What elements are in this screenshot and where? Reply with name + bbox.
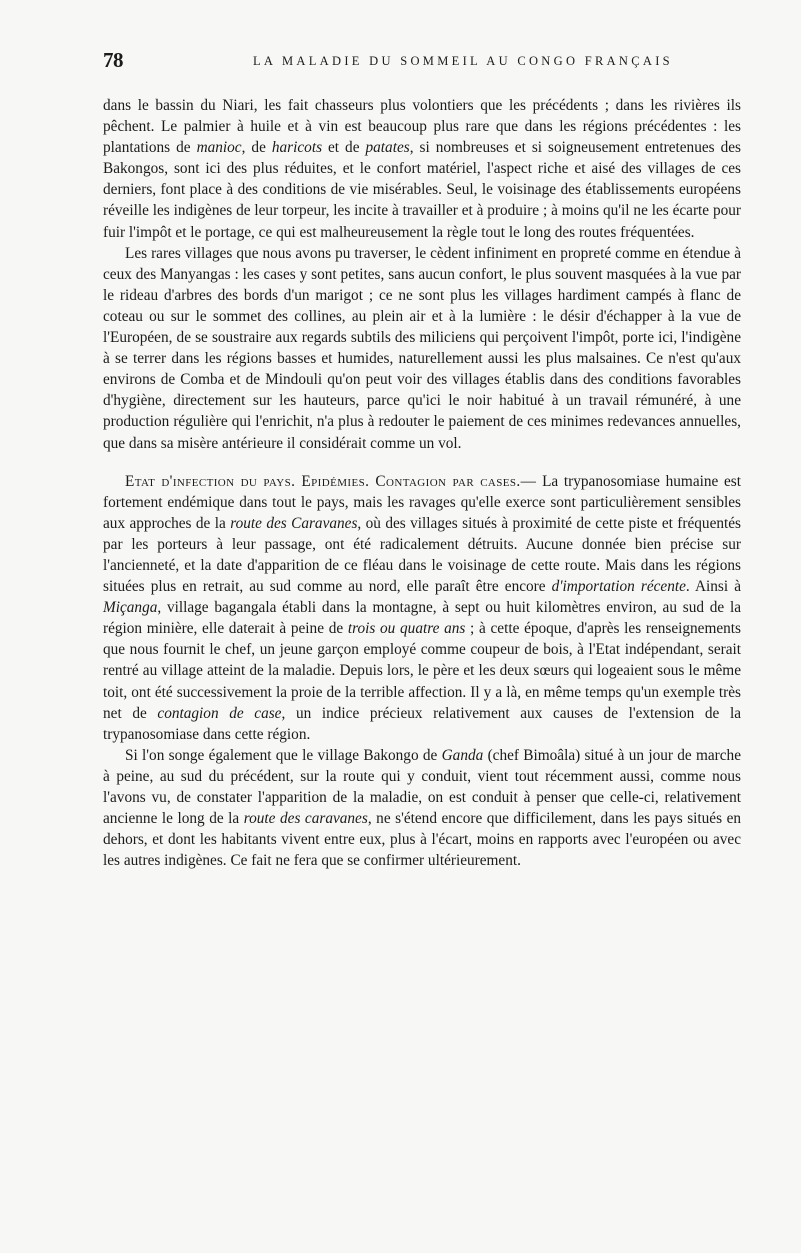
text-run: , ne s'étend encore que difficilement, dans les pays situés en dehors, et dont les habitants vivent entre eux, plus à l'écart, moins en rapports avec l'européen ou avec les autres indigènes. Ce fait ne fera que se confirmer ultérieurement. [103, 810, 742, 870]
paragraph-4 [103, 745, 741, 872]
text-run: dans le bassin du Niari, les fait chasseurs plus volontiers que les précédents ; dans les rivières ils pêchent. Le palmier à huile et à vin est beaucoup plus rare que dans les régions précédentes : les plantations de [103, 97, 741, 157]
paragraph-3 [103, 471, 741, 745]
body-text [103, 95, 741, 871]
text-run: . Ainsi à [685, 578, 741, 596]
text-run: La trypanosomiase humaine est fortement endémique dans tout le pays, mais les ravages qu'elle exerce sont particulièrement sensibles aux approches de la [103, 472, 741, 532]
italic-term: patates [365, 139, 410, 157]
text-run: , si nombreuses et si soigneusement entretenues des Bakongos, sont ici des plus réduites, et le confort matériel, l'aspect riche et aisé des villages de ces derniers, font place à des conditions de vie misérables. Seul, le voisinage des établissements européens réveille les indigènes de leur torpeur, les incite à travailler et à produire ; à moins qu'il ne les écarte pour fuir l'impôt et le portage, ce qui est malheureusement la règle tout le long des routes fréquentées. [103, 139, 741, 241]
italic-term: route des Caravanes [230, 514, 358, 532]
page-number: 78 [103, 48, 123, 72]
italic-term: d'importation récente [551, 578, 686, 596]
italic-term: contagion de case [157, 704, 282, 722]
text-run: , village bagangala établi dans la montagne, à sept ou huit kilomètres environ, au sud de la région minière, elle daterait à peine de [103, 599, 741, 638]
italic-term: Miçanga [103, 599, 158, 617]
text-run: , où des villages situés à proximité de cette piste et fréquentés par les porteurs à leur passage, ont été radicalement détruits. Aucune donnée bien précise sur l'ancienneté, et la date d'apparition de ce fléau dans le voisinage de cette route. Mais dans les régions situées plus en retrait, au sud comme au nord, elle paraît être encore [103, 514, 741, 596]
text-run: Si l'on songe également que le village Bakongo de [125, 746, 442, 764]
text-run: Les rares villages que nous avons pu traverser, le cèdent infiniment en propreté comme en étendue à ceux des Manyangas : les cases y sont petites, sans aucun confort, le plus souvent masquées à la vue par le rideau d'arbres des bords d'un marigot ; ce ne sont plus les villages hardiment campés à flanc de coteau ou sur le sommet des collines, au plein air et à la lumière : le désir d'échapper à la vue de l'Européen, de se soustraire aux regards subtils des miliciens qui perçoivent l'impôt, porte ici, l'indigène à se terrer dans les régions basses et humides, naturellement aussi les plus malsaines. Ce n'est qu'aux environs de Comba et de Mindouli qu'on peut voir des villages établis dans des conditions favorables d'hygiène, directement sur les hauteurs, parce qu'ici le noir habitué à un travail rémunéré, à une production régulière qui l'enrichit, n'a plus à redouter le paiement de ces minimes redevances annuelles, que dans sa misère antérieure il considérait comme un vol. [103, 244, 741, 452]
running-title: LA MALADIE DU SOMMEIL AU CONGO FRANÇAIS [253, 54, 673, 68]
paragraph-2 [103, 243, 741, 454]
text-run: , un indice précieux relativement aux causes de l'extension de la trypanosomiase dans cette région. [103, 704, 741, 743]
text-run: , de [241, 139, 272, 157]
italic-term: trois ou quatre ans [347, 620, 466, 638]
italic-term: manioc [196, 139, 242, 157]
section-heading: Etat d'infection du pays. Epidémies. Contagion par cases.— [125, 472, 537, 490]
text-run: et de [322, 139, 366, 157]
page-header [103, 48, 741, 78]
italic-term: haricots [271, 139, 323, 157]
italic-term: Ganda [441, 746, 484, 764]
paragraph-1 [103, 95, 741, 243]
text-run: (chef Bimoâla) situé à un jour de marche à peine, au sud du précédent, sur la route qui y conduit, vient tout récemment aussi, comme nous l'avons vu, de constater l'apparition de la maladie, on est conduit à penser que celle-ci, relativement ancienne le long de la [103, 746, 741, 828]
text-run: ; à cette époque, d'après les renseignements que nous fournit le chef, un jeune garçon employé comme coupeur de bois, à l'Etat indépendant, serait rentré au village atteint de la maladie. Depuis lors, le père et les deux sœurs qui logeaient sous le même toit, ont été successivement la proie de la terrible affection. Il y a là, en même temps qu'un exemple très net de [103, 620, 741, 722]
italic-term: route des caravanes [243, 810, 368, 828]
